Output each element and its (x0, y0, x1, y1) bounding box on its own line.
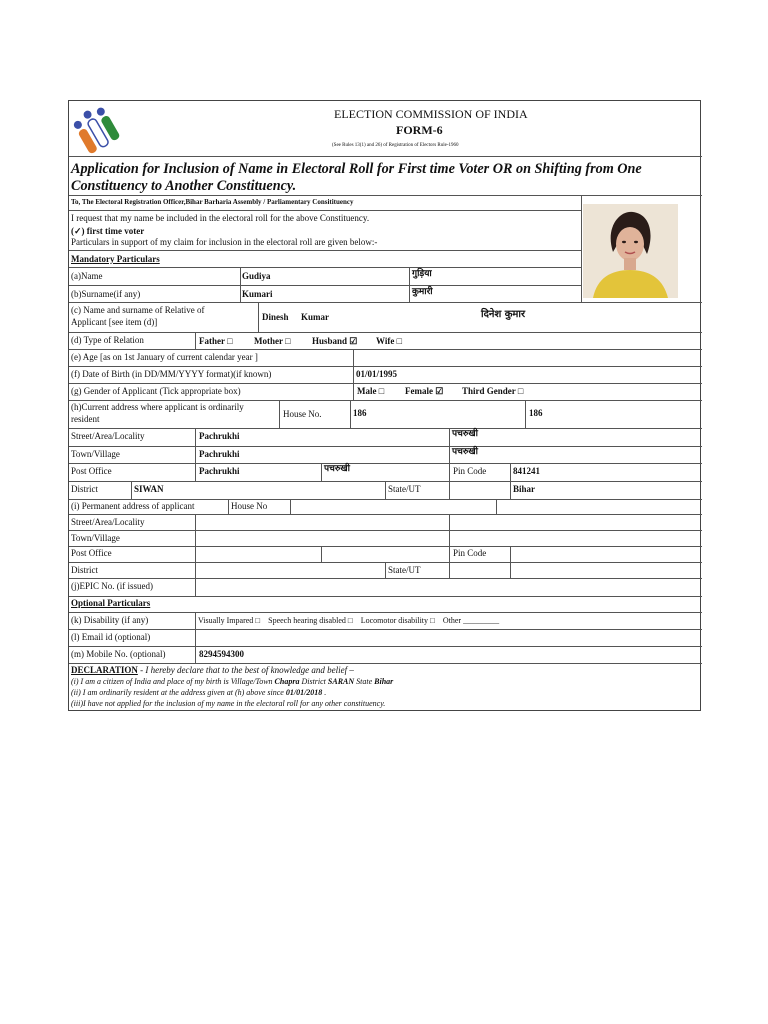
name-value: Gudiya (242, 271, 271, 281)
email-label: (l) Email id (optional) (71, 632, 151, 642)
rules-reference: (See Rules 13(1) and 26) of Registration of Electors Rule-1960 (332, 143, 459, 148)
relative-hindi: दिनेश कुमार (481, 309, 526, 320)
form-6 (68, 100, 701, 711)
declaration-line-2: (ii) I am ordinarily resident at the address given at (h) above since 01/01/2018 . (71, 688, 327, 697)
pin-code-label: Pin Code (453, 466, 487, 476)
gender-female-checkbox[interactable]: Female ☑ (405, 386, 444, 396)
org-name: ELECTION COMMISSION OF INDIA (334, 107, 528, 121)
dob-value: 01/01/1995 (356, 369, 398, 379)
surname-value: Kumari (242, 289, 273, 299)
declaration-intro: - I hereby declare that to the best of knowledge and belief – (137, 665, 354, 675)
relation-husband-checkbox[interactable]: Husband ☑ (312, 336, 358, 346)
applicant-photo (583, 204, 678, 298)
town-label: Town/Village (71, 449, 120, 459)
street-label: Street/Area/Locality (71, 431, 145, 441)
disability-label: (k) Disability (if any) (71, 615, 149, 625)
form-title-line1: Application for Inclusion of Name in Electoral Roll for First time Voter OR on Shifting from One (71, 161, 642, 177)
post-office-label: Post Office (71, 466, 112, 476)
mobile-label: (m) Mobile No. (optional) (71, 649, 166, 659)
relation-mother-checkbox[interactable]: Mother □ (254, 336, 291, 346)
dob-label: (f) Date of Birth (in DD/MM/YYYY format)(if known) (71, 369, 272, 379)
epic-label: (j)EPIC No. (if issued) (71, 581, 153, 591)
declaration-resident-since: 01/01/2018 (285, 688, 323, 697)
permanent-street-label: Street/Area/Locality (71, 517, 145, 527)
permanent-district-label: District (71, 565, 98, 575)
request-text: I request that my name be included in the electoral roll for the above Constituency. (71, 213, 370, 223)
permanent-state-label: State/UT (388, 565, 421, 575)
relation-wife-checkbox[interactable]: Wife □ (376, 336, 403, 346)
form-title-line2: Constituency to Another Constituency. (71, 178, 297, 194)
permanent-post-office-label: Post Office (71, 548, 112, 558)
relative-label-2: Applicant [see item (d)] (71, 317, 158, 327)
current-address-label-2: resident (71, 414, 100, 424)
relative-last-name: Kumar (301, 312, 329, 322)
to-line: To, The Electoral Registration Officer,Bihar Barharia Assembly / Parliamentary Consitituency (71, 198, 354, 206)
age-label: (e) Age [as on 1st January of current calendar year ] (71, 352, 258, 362)
post-office-value: Pachrukhi (199, 466, 240, 476)
district-value: SIWAN (134, 484, 164, 494)
relation-father-checkbox[interactable]: Father □ (199, 336, 233, 346)
form-number: FORM-6 (396, 123, 443, 137)
name-label: (a)Name (71, 271, 103, 281)
permanent-pin-code-label: Pin Code (453, 548, 487, 558)
election-commission-logo-icon (73, 106, 121, 154)
house-no-label: House No. (283, 409, 322, 419)
gender-third-checkbox[interactable]: Third Gender □ (462, 386, 524, 396)
permanent-town-label: Town/Village (71, 533, 120, 543)
state-value: Bihar (513, 484, 536, 494)
post-office-value-hindi: पचरुखी (324, 464, 350, 474)
name-hindi: गुड़िया (412, 269, 432, 279)
town-value-hindi: पचरुखी (452, 447, 478, 457)
mobile-value: 8294594300 (199, 649, 244, 659)
permanent-house-label: House No (231, 501, 268, 511)
gender-label: (g) Gender of Applicant (Tick appropriate box) (71, 386, 241, 396)
current-address-label-1: (h)Current address where applicant is ordinarily (71, 402, 244, 412)
house-no-value: 186 (353, 408, 367, 418)
optional-heading: Optional Particulars (71, 598, 151, 608)
house-no-value-hindi: 186 (529, 408, 543, 418)
declaration-birth-town: Chapra (274, 677, 300, 686)
street-value: Pachrukhi (199, 431, 240, 441)
disability-options[interactable]: Visually Impared □ Speech hearing disabled □ Locomotor disability □ Other _________ (198, 616, 500, 625)
surname-label: (b)Surname(if any) (71, 289, 141, 299)
declaration-line-3: (iii)I have not applied for the inclusion of my name in the electoral roll for any other constituency. (71, 699, 386, 708)
state-label: State/UT (388, 484, 421, 494)
pin-code-value: 841241 (513, 466, 540, 476)
declaration-heading: DECLARATION (71, 665, 138, 675)
declaration-line-1: (i) I am a citizen of India and place of my birth is Village/Town Chapra District SARAN State Bihar (71, 677, 394, 686)
declaration-heading-line (71, 666, 354, 675)
relative-first-name: Dinesh (262, 312, 289, 322)
relation-label: (d) Type of Relation (71, 335, 144, 345)
town-value: Pachrukhi (199, 449, 240, 459)
relative-label-1: (c) Name and surname of Relative of (71, 305, 205, 315)
district-label: District (71, 484, 98, 494)
declaration-birth-state: Bihar (374, 677, 394, 686)
support-text: Particulars in support of my claim for inclusion in the electoral roll are given below:- (71, 237, 378, 247)
mandatory-heading: Mandatory Particulars (71, 254, 160, 264)
gender-male-checkbox[interactable]: Male □ (357, 386, 385, 396)
declaration-birth-district: SARAN (327, 677, 355, 686)
street-value-hindi: पचरुखी (452, 429, 478, 439)
permanent-address-label: (i) Permanent address of applicant (71, 501, 195, 511)
surname-hindi: कुमारी (412, 287, 433, 297)
first-time-voter-check: (✓) first time voter (71, 226, 145, 236)
